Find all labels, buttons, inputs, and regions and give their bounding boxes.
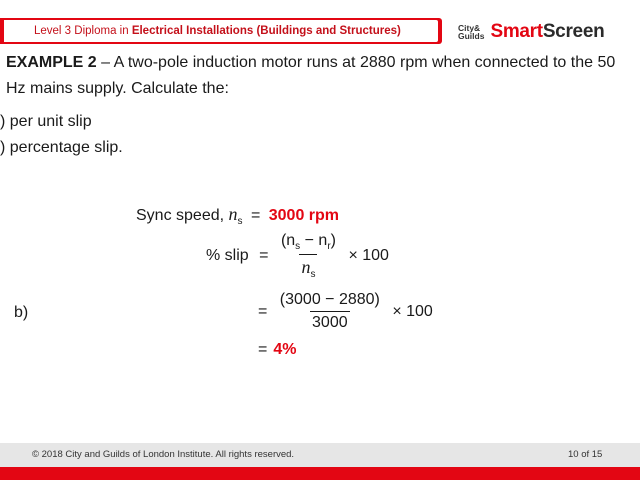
substitution-fraction: $\frac{(3000 - 2880)}{3000}$ — [279, 291, 380, 331]
course-title — [4, 20, 438, 42]
course-prefix: Level 3 Diploma in — [34, 25, 129, 37]
slip-fraction: $\frac{(n_s - n_r)}{n_s}$ — [280, 232, 336, 281]
course-name: Electrical Installations (Buildings and Structures) — [131, 25, 401, 37]
part-a: ) per unit slip — [0, 113, 92, 130]
question-text — [6, 50, 636, 102]
slip-substitution: = $\frac{(3000 - 2880)}{3000}$ × 100 — [258, 291, 433, 331]
brand-smart: Smart — [490, 21, 543, 42]
slide-header — [0, 0, 640, 48]
result-value: 4% — [273, 341, 297, 358]
question-parts — [0, 109, 123, 161]
page-number: 10 of 15 — [568, 449, 603, 460]
part-b-label: b) — [14, 304, 29, 321]
part-b: ) percentage slip. — [0, 139, 123, 156]
brand-screen: Screen — [542, 21, 605, 42]
slip-formula: % slip = $\frac{(n_s - n_r)}{n_s}$ × 100 — [206, 232, 389, 281]
footer-red-bar — [0, 467, 640, 480]
slip-result: = 4% — [258, 341, 297, 358]
sync-speed-line: Sync speed, $n_s = 3000$ rpm — [136, 204, 340, 228]
example-body: – A two-pole induction motor runs at 2880 rpm when connected to the 50 Hz mains supply. Calculate the: — [6, 54, 616, 97]
sync-speed-value: 3000 rpm — [268, 207, 340, 224]
example-label: EXAMPLE 2 — [6, 54, 97, 71]
city-guilds-logo: City& Guilds — [458, 23, 485, 41]
copyright-text: © 2018 City and Guilds of London Institute. All rights reserved. — [32, 449, 295, 460]
smartscreen-logo — [458, 21, 604, 43]
